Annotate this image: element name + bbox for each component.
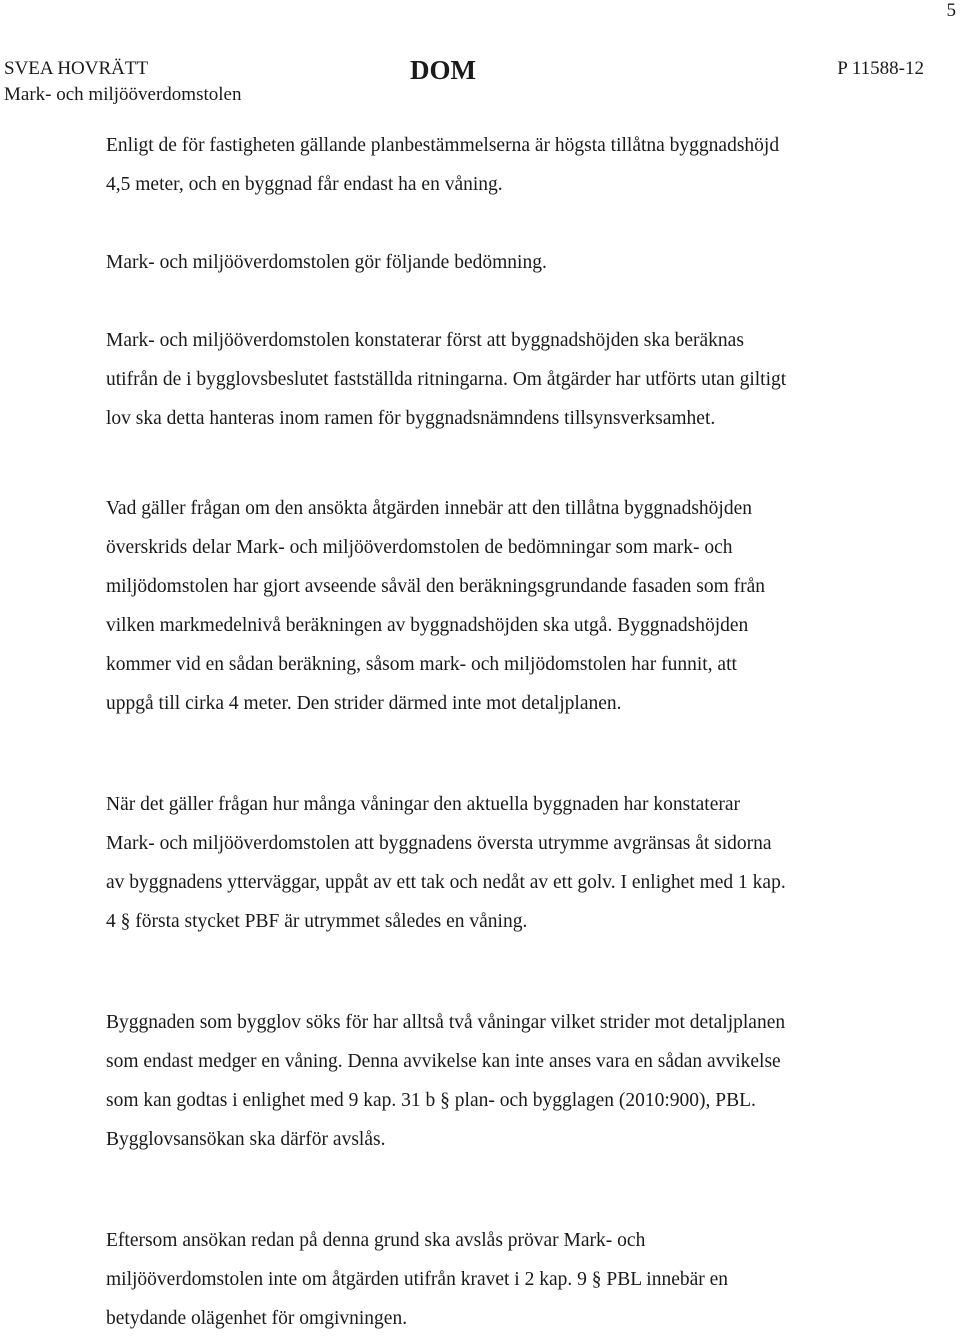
paragraph-line: 4 § första stycket PBF är utrymmet således en våning. [106,911,528,932]
paragraph-1 [106,126,779,204]
paragraph-line: vilken markmedelnivå beräkningen av byggnadshöjden ska utgå. Byggnadshöjden [106,615,749,636]
paragraph-line: När det gäller frågan hur många våningar den aktuella byggnaden har konstaterar [106,794,741,815]
paragraph-line: kommer vid en sådan beräkning, såsom mark- och miljödomstolen har funnit, att [106,654,737,675]
paragraph-2 [106,243,547,282]
page-number: 5 [946,0,956,21]
document-type: DOM [410,55,476,85]
paragraph-line: Mark- och miljööverdomstolen konstaterar först att byggnadshöjden ska beräknas [106,330,744,351]
paragraph-line: överskrids delar Mark- och miljööverdomstolen de bedömningar som mark- och [106,537,733,558]
paragraph-line: Mark- och miljööverdomstolen att byggnadens översta utrymme avgränsas åt sidorna [106,833,772,854]
paragraph-5 [106,785,786,941]
paragraph-line: Eftersom ansökan redan på denna grund ska avslås prövar Mark- och [106,1230,646,1251]
paragraph-line: Enligt de för fastigheten gällande planbestämmelserna är högsta tillåtna byggnadshöjd [106,135,780,156]
paragraph-line: som kan godtas i enlighet med 9 kap. 31 b § plan- och bygglagen (2010:900), PBL. [106,1090,756,1111]
paragraph-line: 4,5 meter, och en byggnad får endast ha en våning. [106,174,503,195]
paragraph-line: Mark- och miljööverdomstolen gör följande bedömning. [106,252,547,273]
paragraph-line: av byggnadens ytterväggar, uppåt av ett tak och nedåt av ett golv. I enlighet med 1 kap. [106,872,786,893]
paragraph-line: Vad gäller frågan om den ansökta åtgärden innebär att den tillåtna byggnadshöjden [106,498,752,519]
paragraph-line: lov ska detta hanteras inom ramen för byggnadsnämndens tillsynsverksamhet. [106,408,716,429]
paragraph-7 [106,1221,728,1338]
case-number: P 11588-12 [837,58,924,79]
court-name: SVEA HOVRÄTT [4,58,149,79]
paragraph-line: Byggnaden som bygglov söks för har alltså två våningar vilket strider mot detaljplanen [106,1012,786,1033]
paragraph-3 [106,321,786,438]
paragraph-line: miljödomstolen har gjort avseende såväl den beräkningsgrundande fasaden som från [106,576,766,597]
court-division: Mark- och miljööverdomstolen [4,84,242,105]
header-court-block [4,56,241,108]
paragraph-line: uppgå till cirka 4 meter. Den strider därmed inte mot detaljplanen. [106,693,622,714]
paragraph-line: betydande olägenhet för omgivningen. [106,1308,408,1329]
paragraph-line: som endast medger en våning. Denna avvikelse kan inte anses vara en sådan avvikelse [106,1051,781,1072]
paragraph-line: miljööverdomstolen inte om åtgärden utifrån kravet i 2 kap. 9 § PBL innebär en [106,1269,729,1290]
paragraph-line: utifrån de i bygglovsbeslutet fastställda ritningarna. Om åtgärder har utförts utan giltigt [106,369,787,390]
paragraph-line: Bygglovsansökan ska därför avslås. [106,1129,386,1150]
paragraph-4 [106,489,765,723]
paragraph-6 [106,1003,785,1159]
